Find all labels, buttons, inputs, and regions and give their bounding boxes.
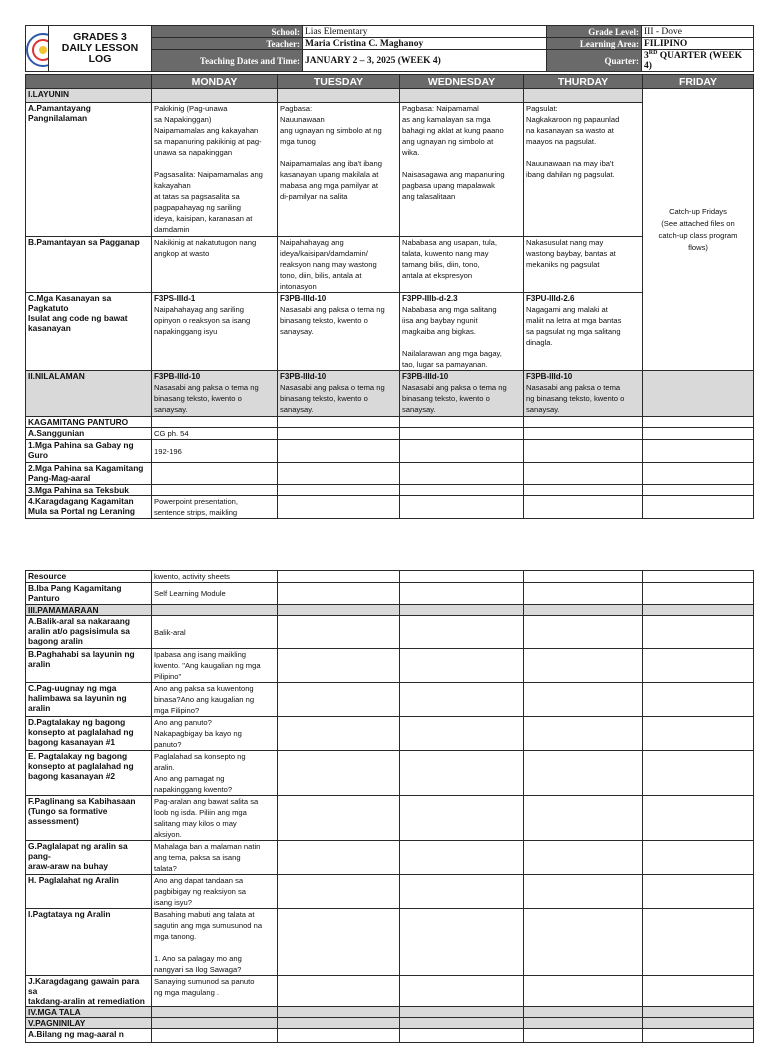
text-line: konsepto at paglalahad ng [28,727,134,737]
text-line: tao, lugar sa pamayanan. [402,360,488,369]
text-line: araw-araw na buhay [28,861,109,871]
text-line: angkop at wasto [154,249,210,258]
text-line: maayos na pagsulat. [526,137,597,146]
area-value: FILIPINO [642,38,754,50]
text-line: talata, kuwento nang may [402,249,489,258]
title-line: LOG [88,53,112,66]
quarter-rest: QUARTER (WEEK 4) [644,51,743,72]
pamantayang-thursday [524,103,643,237]
text-line: ideya, kaisipan, karanasan at [154,214,253,223]
teacher-label: Teacher: [152,38,303,50]
text-line: Nababasa ang mga salitang [402,305,497,314]
text-line: Nasasabi ang paksa o tema ng [280,305,385,314]
pamantayang-wednesday [400,103,524,237]
section-nilalaman: II.NILALAMAN [26,371,152,417]
text-line: nangyari sa Ilog Sawaga? [154,965,242,974]
row-label-gabay [26,440,152,463]
resource-monday: kwento, activity sheets [152,571,278,583]
code-text [526,382,640,415]
text-line: B.Paghahabi sa layunin ng [28,649,135,659]
text-line: salitang may kilos o may [154,819,237,828]
text-line: mabasa ang mga pamilyar at [280,181,378,190]
text-line: Pagbasa: [280,104,313,113]
section-mga-tala: IV.MGA TALA [26,1007,152,1018]
code-label: F3PB-IIId-10 [526,372,573,381]
text-line: napakinggang kwento? [154,785,233,794]
section-kagamitang: KAGAMITANG PANTURO [26,417,152,428]
pamantayang-tuesday [278,103,400,237]
text-line: 4.Karagdagang Kagamitan [28,496,134,506]
text-line: Nailalarawan ang mga bagay, [402,349,502,358]
section-pamamaraan: III.PAMAMARAAN [26,605,152,616]
text-line: aralin. [154,763,175,772]
text-line: Nababasa ang usapan, tula, [402,238,497,247]
text-line: I.Pagtataya ng Aralin [28,909,111,919]
text-line: ang talasalitaan [402,192,456,201]
text-line: ng mga magulang . [154,988,220,997]
kasanayan-wednesday [400,293,524,371]
text-line: Naipahahayag ang sariling [154,305,244,314]
text-line: Nauunawaan [280,115,325,124]
text-line: ang ugnayan ng simbolo at ng [280,126,382,135]
text-line: mga tanong. [154,932,197,941]
friday-note [643,89,754,371]
text-line: assessment) [28,816,79,826]
text-line: ideya/kaisipan/damdamin/ [280,249,368,258]
text-line: mga tunog [280,137,316,146]
text-line: tono, diin, bilis, antala at [280,271,362,280]
text-line: sa mapanuring pakikinig at pag- [154,137,262,146]
text-line: napakinggang isyu [154,327,218,336]
row-label-pagganap: B.Pamantayan sa Pagganap [26,237,152,293]
text-line: mekaniks ng pagsulat [526,260,600,269]
code-label: F3PU-IIId-2.6 [526,294,575,303]
text-line: takdang-aralin at remediation [28,996,145,1006]
nilalaman-tuesday [278,371,400,417]
pagtalakay-2-monday [152,751,278,796]
day-header-monday: MONDAY [152,75,278,89]
text-line: Basahing mabuti ang talata at [154,910,255,919]
code-text [402,304,521,370]
row-label-resource: Resource [26,571,152,583]
quarter-number: 3 [644,51,649,62]
lesson-table-page1 [25,74,754,519]
text-line: ang tema, paksa sa isang [154,853,241,862]
text-line: Ipabasa ang isang maikling [154,650,247,659]
code-text [280,382,397,415]
quarter-value [642,50,754,72]
text-line: Naipamamalas ang iba't ibang [280,159,382,168]
text-line: talata? [154,864,177,873]
text-line: bagong aralin [28,636,83,646]
text-line: Nakikinig at nakatutugon nang [154,238,257,247]
portal-monday [152,496,278,519]
text-line: J.Karagdagang gawain para sa [28,976,140,996]
text-line: as ang kamalayan sa mga [402,115,491,124]
iba-monday: Self Learning Module [152,583,278,605]
text-line: Naipahahayag ang [280,238,344,247]
text-line: konsepto at paglalahad ng [28,761,134,771]
text-line: Pang-Mag-aaral [28,473,91,483]
code-label: F3PP-IIIb-d-2.3 [402,294,458,303]
code-text [280,304,397,337]
text-line: antala at ekspresyon [402,271,473,280]
friday-line: (See attached files on [661,218,735,228]
pagganap-monday [152,237,278,293]
text-line: 2.Mga Pahina sa Kagamitang [28,463,144,473]
row-label-kagamitang-mag [26,463,152,485]
text-line: damdamin [154,225,190,234]
text-line: aksiyon. [154,830,182,839]
text-line: opinyon o reaksyon sa isang [154,316,251,325]
pagganap-tuesday [278,237,400,293]
text-line: Nakasusulat nang may [526,238,604,247]
text-line: ibang dahilan ng pagsulat. [526,170,615,179]
text-line: bagong kasanayan #2 [28,771,116,781]
text-line: kasanayan [28,323,71,333]
friday-line: catch-up class program [658,230,738,240]
text-line: Nauunawaan na may iba't [526,159,614,168]
balik-aral-monday [152,616,278,649]
text-line: wika. [402,148,420,157]
text-line: Isulat ang code ng bawat [28,313,128,323]
row-label-balik-aral [26,616,152,649]
day-header-wednesday: WEDNESDAY [400,75,524,89]
text-line: isang isyu? [154,898,192,907]
text-line: Nakapagbigay ba kayo ng [154,729,242,738]
text-line: Nasasabi ang paksa o tema ng [402,383,507,392]
text-line: sagutin ang mga sumusunod na [154,921,263,930]
text-line: halimbawa sa layunin ng aralin [28,693,127,713]
text-line: G.Paglalapat ng aralin sa pang- [28,841,128,861]
text-line: Naisasagawa ang mapanuring [402,170,505,179]
row-label-sanggunian: A.Sanggunian [26,428,152,440]
text-line: at tatas sa pagsasalita sa [154,192,240,201]
text-line: Nasasabi ang paksa o tema ng [280,383,385,392]
friday-line: Catch-up Fridays [669,206,727,216]
gabay-monday: 192-196 [152,440,278,463]
text-line: sanaysay. [154,405,188,414]
code-text [526,304,640,348]
sanggunian-monday: CG ph. 54 [152,428,278,440]
text-line: Nasasabi ang paksa o tema [526,383,621,392]
text-line: pagpapahayag ng sariling [154,203,241,212]
friday-line: flows) [688,242,708,252]
text-line: sa Napakinggan) [154,115,212,124]
text-line [154,942,275,953]
text-line: Pagkatuto [28,303,69,313]
text-line: Ano ang panuto? [154,718,212,727]
lesson-table-page2 [25,570,754,1043]
text-line: sanaysay. [280,405,314,414]
text-line: 1.Mga Pahina sa Gabay ng [28,440,134,450]
text-line: sa pagsulat ng mga salitang [526,327,621,336]
text-line: binasang teksto, kwento o [402,394,490,403]
text-line: Balik-aral [154,627,186,637]
text-line: Pagsulat: [526,104,558,113]
text-line: kakayahan [154,181,191,190]
code-label: F3PS-IIId-1 [154,294,196,303]
text-line: Mahalaga ban a malaman natin [154,842,261,851]
pagganap-thursday [524,237,643,293]
row-label-karagdagang-gawain [26,976,152,1007]
text-line: maliit na letra at mga bantas [526,316,622,325]
day-header-friday: FRIDAY [643,75,754,89]
text-line: mga Filipino? [154,706,200,715]
text-line: Pakikinig (Pag-unawa [154,104,228,113]
section-pagninilay: V.PAGNINILAY [26,1018,152,1029]
paglalahat-monday [152,875,278,909]
text-line: Nagagami ang malaki at [526,305,608,314]
text-line: A.Balik-aral sa nakaraang [28,616,130,626]
dates-value: JANUARY 2 – 3, 2025 (WEEK 4) [303,50,547,72]
text-line: loob ng isda. Piliin ang mga [154,808,247,817]
text-line: binasang teksto, kwento o [280,394,368,403]
text-line: wastong baybay, bantas at [526,249,616,258]
text-line: binasang teksto, kwento o [154,394,242,403]
text-line: binasang teksto, kwento o [280,316,368,325]
text-line: kasanayan upang makilala at [280,170,379,179]
row-label-bilang: A.Bilang ng mag-aaral n [26,1029,152,1043]
code-label: F3PB-IIId-10 [280,294,327,303]
text-line: ng binasang teksto, kwento o [526,394,625,403]
text-line: C.Pag-uugnay ng mga [28,683,117,693]
row-label-pamantayang: A.Pamantayang Pangnilalaman [26,103,152,237]
row-label-paghahabi [26,649,152,683]
text-line: reaksyon nang may wastong [280,260,377,269]
code-text [402,382,521,415]
text-line: sanaysay. [526,405,560,414]
school-value: Lias Elementary [303,26,547,38]
text-line: aralin [28,659,51,669]
nilalaman-thursday [524,371,643,417]
pagtalakay-1-monday [152,717,278,751]
text-line: pagbibigay ng reaksiyon sa [154,887,247,896]
text-line: sanaysay. [402,405,436,414]
title-line: DAILY LESSON [61,42,139,55]
kasanayan-monday [152,293,278,371]
section-layunin: I.LAYUNIN [26,89,152,103]
seal-icon [26,33,49,67]
row-label-portal [26,496,152,519]
text-line [402,337,521,348]
text-line: sanaysay. [280,327,314,336]
row-label-kasanayan [26,293,152,371]
deped-seal [26,26,49,72]
school-label: School: [152,26,303,38]
text-line: unawa sa napakinggan [154,148,233,157]
day-header-thursday: THURDAY [524,75,643,89]
text-line: Pag-aralan ang bawat salita sa [154,797,259,806]
text-line: Pagsasalita: Naipamamalas ang [154,170,263,179]
text-line: Ano ang paksa sa kuwentong [154,684,254,693]
text-line: Paglalahad sa konsepto ng [154,752,246,761]
grade-label: Grade Level: [547,26,642,38]
text-line [154,158,275,169]
dll-title [49,26,152,72]
text-line: na kasanayan sa wasto at [526,126,614,135]
text-line: C.Mga Kasanayan sa [28,293,112,303]
text-line: aralin at/o pagsisimula sa [28,626,130,636]
text-line: intonasyon [280,282,317,291]
text-line: pagbasa upang mapalawak [402,181,495,190]
code-text [154,304,275,337]
text-line [402,158,521,169]
kasanayan-thursday [524,293,643,371]
text-line: F.Paglinang sa Kabihasaan [28,796,136,806]
text-line: Powerpoint presentation, [154,497,239,506]
text-line: Naipamamalas ang kakayahan [154,126,259,135]
row-label-pagtalakay-2 [26,751,152,796]
row-label-pagtalakay-1 [26,717,152,751]
pag-uugnay-monday [152,683,278,717]
nilalaman-monday [152,371,278,417]
paghahabi-monday [152,649,278,683]
text-line: Mula sa Portal ng Leraning [28,506,136,516]
text-line [280,147,397,158]
text-line: panuto? [154,740,182,749]
teacher-value: Maria Cristina C. Maghanoy [303,38,547,50]
dates-label: Teaching Dates and Time: [152,50,303,72]
text-line: tamang bilis, diin, tono, [402,260,480,269]
row-label-paglinang [26,796,152,841]
row-label-teksbuk: 3.Mga Pahina sa Teksbuk [26,485,152,496]
text-line: ang ugnayan ng simbolo at [402,137,494,146]
text-line: iisa ang baybay ngunit [402,316,478,325]
text-line: 1. Ano sa palagay mo ang [154,954,242,963]
text-line: E. Pagtalakay ng bagong [28,751,128,761]
code-label: F3PB-IIId-10 [280,372,327,381]
pamantayang-monday [152,103,278,237]
text-line: D.Pagtalakay ng bagong [28,717,126,727]
text-line: di-pamilyar na salita [280,192,348,201]
text-line: Pilipino" [154,672,182,681]
code-label: F3PB-IIId-10 [402,372,449,381]
quarter-label: Quarter: [547,50,642,72]
text-line: Nasasabi ang paksa o tema ng [154,383,259,392]
header-table [25,25,754,72]
text-line: binasa?Ano ang kaugalian ng [154,695,255,704]
title-line: GRADES 3 [73,31,127,44]
nilalaman-friday [643,371,754,417]
row-label-paglalapat [26,841,152,875]
text-line: sentence strips, maikling [154,508,238,517]
nilalaman-wednesday [400,371,524,417]
karagdagang-gawain-monday [152,976,278,1007]
quarter-suffix: RD [648,50,658,56]
text-line: H. Paglalahat ng Aralin [28,875,119,885]
text-line: Nagkakaroon ng papaunlad [526,115,620,124]
row-label-pagtataya [26,909,152,976]
row-label-pag-uugnay [26,683,152,717]
text-line: Guro [28,450,49,460]
row-label-iba [26,583,152,605]
day-header-tuesday: TUESDAY [278,75,400,89]
paglalapat-monday [152,841,278,875]
text-line: Pagbasa: Naipamamal [402,104,479,113]
kasanayan-tuesday [278,293,400,371]
code-text [154,382,275,415]
pagganap-wednesday [400,237,524,293]
text-line: Ano ang pamagat ng [154,774,225,783]
code-label: F3PB-IIId-10 [154,372,201,381]
row-label-paglalahat [26,875,152,909]
paglinang-monday [152,796,278,841]
text-line: Sanaying sumunod sa panuto [154,977,255,986]
text-line: Ano ang dapat tandaan sa [154,876,244,885]
text-line: Panturo [28,593,60,603]
text-line: kwento. "Ang kaugalian ng mga [154,661,261,670]
area-label: Learning Area: [547,38,642,50]
text-line: bagong kasanayan #1 [28,737,116,747]
grade-value: III - Dove [642,26,754,38]
corner-cell [26,75,152,89]
text-line: B.Iba Pang Kagamitang [28,583,122,593]
text-line: magkaiba ang bigkas. [402,327,476,336]
text-line [526,147,640,158]
text-line: (Tungo sa formative [28,806,108,816]
pagtataya-monday [152,909,278,976]
text-line: bahagi ng aklat at kung paano [402,126,504,135]
text-line: dinagla. [526,338,553,347]
